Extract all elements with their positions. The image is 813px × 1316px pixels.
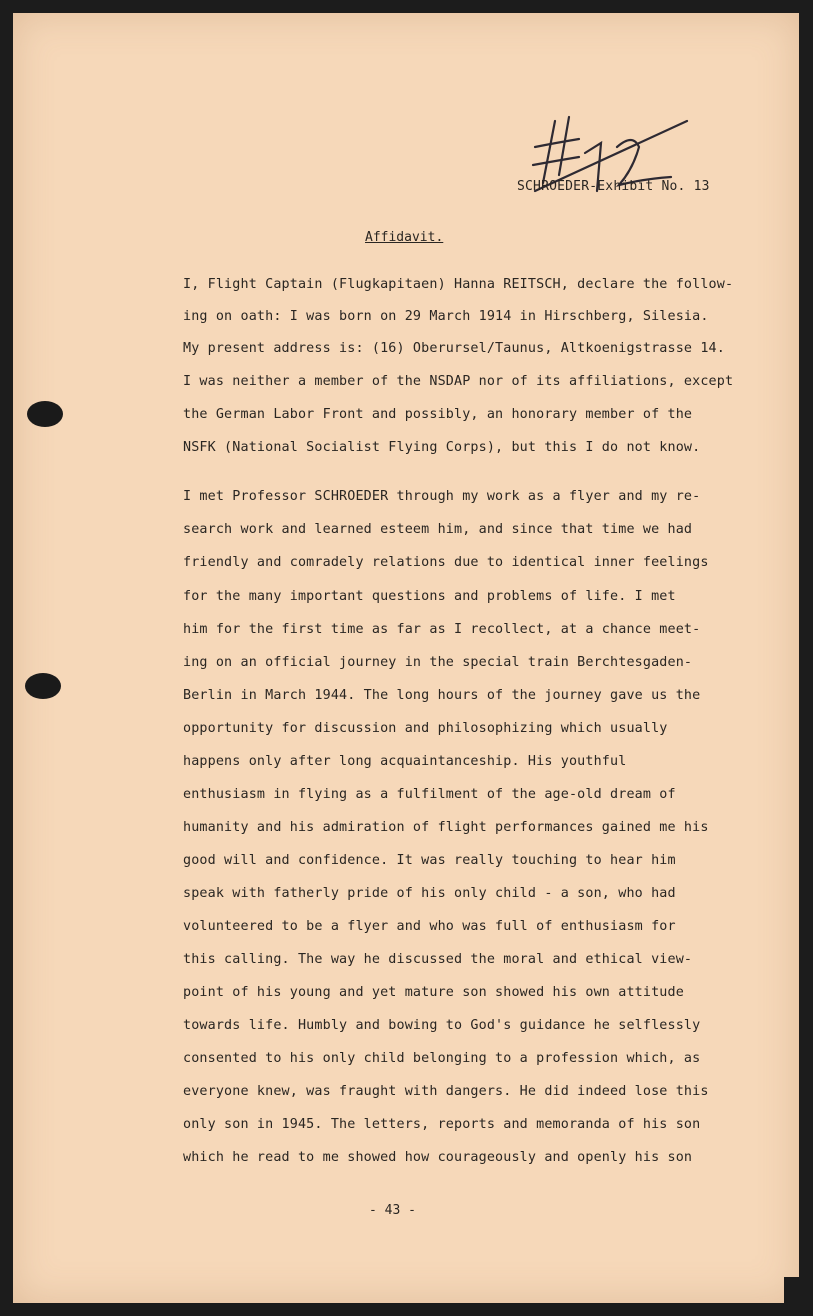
text-line: happens only after long acquaintanceship. His youthful	[183, 754, 627, 769]
punch-hole-bottom	[25, 673, 61, 699]
page-number: - 43 -	[369, 1203, 416, 1218]
text-line: everyone knew, was fraught with dangers. He did indeed lose this	[183, 1084, 709, 1099]
text-line: only son in 1945. The letters, reports and memoranda of his son	[183, 1117, 701, 1132]
text-line: search work and learned esteem him, and since that time we had	[183, 522, 693, 537]
text-line: volunteered to be a flyer and who was full of enthusiasm for	[183, 919, 676, 934]
text-line: My present address is: (16) Oberursel/Taunus, Altkoenigstrasse 14.	[183, 341, 725, 356]
torn-corner	[784, 1277, 800, 1303]
text-line: I was neither a member of the NSDAP nor of its affiliations, except	[183, 374, 734, 389]
text-line: friendly and comradely relations due to identical inner feelings	[183, 555, 709, 570]
text-line: humanity and his admiration of flight performances gained me his	[183, 820, 709, 835]
text-line: I, Flight Captain (Flugkapitaen) Hanna REITSCH, declare the follow-	[183, 277, 734, 292]
exhibit-label: SCHROEDER-Exhibit No. 13	[517, 179, 710, 194]
text-line: point of his young and yet mature son showed his own attitude	[183, 985, 684, 1000]
text-line: NSFK (National Socialist Flying Corps), but this I do not know.	[183, 440, 701, 455]
text-line: ing on oath: I was born on 29 March 1914 in Hirschberg, Silesia.	[183, 309, 709, 324]
text-line: this calling. The way he discussed the moral and ethical view-	[183, 952, 693, 967]
text-line: ing on an official journey in the special train Berchtesgaden-	[183, 655, 693, 670]
text-line: which he read to me showed how courageously and openly his son	[183, 1150, 693, 1165]
document-page	[13, 13, 799, 1303]
punch-hole-top	[27, 401, 63, 427]
document-title: Affidavit.	[365, 230, 444, 245]
text-line: consented to his only child belonging to a profession which, as	[183, 1051, 701, 1066]
text-line: enthusiasm in flying as a fulfilment of the age-old dream of	[183, 787, 676, 802]
text-line: opportunity for discussion and philosophizing which usually	[183, 721, 668, 736]
text-line: I met Professor SCHROEDER through my work as a flyer and my re-	[183, 489, 701, 504]
text-line: speak with fatherly pride of his only child - a son, who had	[183, 886, 676, 901]
text-line: towards life. Humbly and bowing to God's guidance he selflessly	[183, 1018, 701, 1033]
text-line: good will and confidence. It was really touching to hear him	[183, 853, 676, 868]
text-line: for the many important questions and problems of life. I met	[183, 589, 676, 604]
text-line: Berlin in March 1944. The long hours of the journey gave us the	[183, 688, 701, 703]
text-line: him for the first time as far as I recollect, at a chance meet-	[183, 622, 701, 637]
text-line: the German Labor Front and possibly, an honorary member of the	[183, 407, 693, 422]
